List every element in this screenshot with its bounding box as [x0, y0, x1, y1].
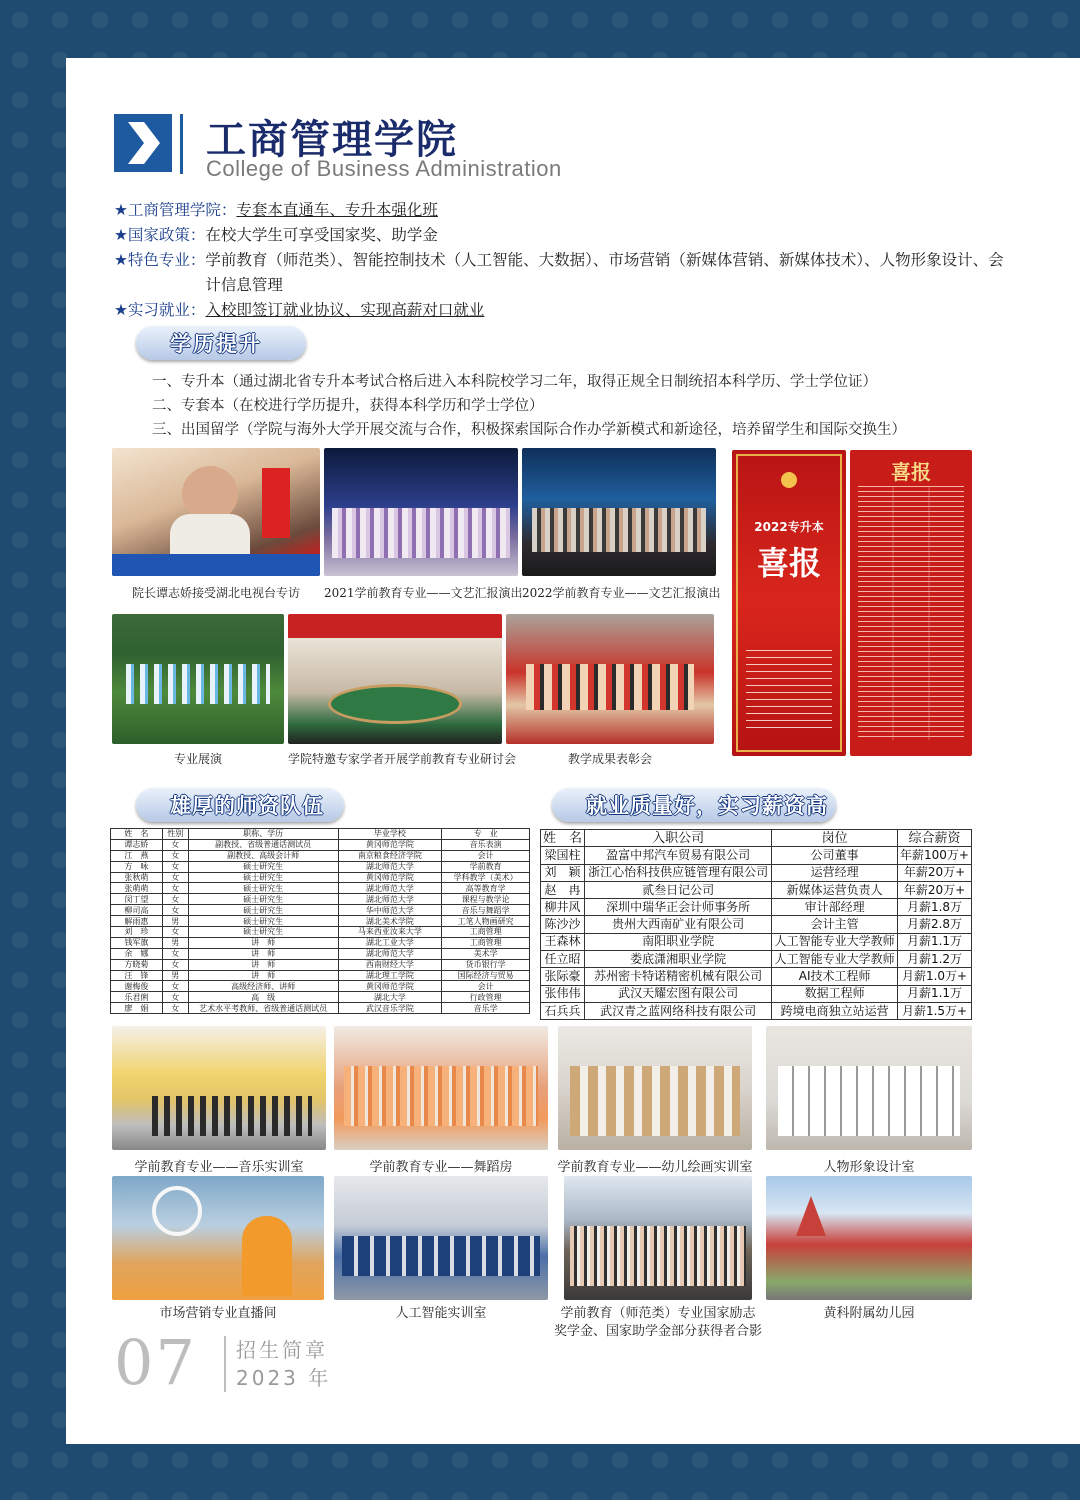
table-cell: 陈沙沙: [541, 916, 585, 933]
caption: 2022学前教育专业——文艺汇报演出: [522, 586, 721, 600]
table-cell: 副教授、高级会计师: [188, 850, 338, 861]
brochure-page: [66, 58, 1080, 1444]
table-cell: 工商管理: [442, 927, 530, 938]
table-cell: 货币银行学: [442, 959, 530, 970]
caption: 院长谭志娇接受湖北电视台专访: [131, 586, 300, 600]
table-cell: 柳司高: [111, 905, 163, 916]
table-cell: 月薪2.8万: [898, 916, 972, 933]
table-cell: 南京粮食经济学院: [338, 850, 442, 861]
table-cell: 年薪20万+: [898, 864, 972, 881]
table-cell: 浙江心怡科技供应链管理有限公司: [585, 864, 772, 881]
table-cell: 课程与教学论: [442, 894, 530, 905]
caption: 教学成果表彰会: [567, 752, 652, 766]
footer-title: 招生简章: [236, 1338, 328, 1362]
table-row: [111, 948, 530, 959]
table-cell: 马来西亚汝来大学: [338, 927, 442, 938]
table-cell: 女: [162, 850, 188, 861]
table-cell: AI技术工程师: [772, 968, 898, 985]
table-cell: 男: [162, 916, 188, 927]
table-cell: 廖 娟: [111, 1003, 163, 1014]
table-cell: 年薪100万+: [898, 847, 972, 864]
college-title-english: College of Business Administration: [206, 156, 562, 181]
table-cell: 运营经理: [772, 864, 898, 881]
table-cell: 美术学: [442, 948, 530, 959]
table-cell: 乐君俐: [111, 992, 163, 1003]
table-cell: 女: [162, 948, 188, 959]
table-cell: 苏州密卡特诺精密机械有限公司: [585, 968, 772, 985]
table-cell: 男: [162, 937, 188, 948]
table-cell: 贰叁日记公司: [585, 881, 772, 898]
table-cell: 女: [162, 905, 188, 916]
table-row: [541, 847, 972, 864]
caption: 学前教育专业——幼儿绘画实训室: [557, 1160, 753, 1175]
college-title: 工商管理学院: [206, 117, 458, 163]
table-cell: 黄冈师范学院: [338, 839, 442, 850]
table-cell: 讲 师: [188, 948, 338, 959]
table-row: [111, 872, 530, 883]
table-cell: 石兵兵: [541, 1002, 585, 1019]
caption: 学前教育专业——舞蹈房: [369, 1160, 513, 1175]
table-cell: 女: [162, 981, 188, 992]
table-cell: 南阳职业学院: [585, 933, 772, 950]
edu-option: 一、专升本（通过湖北省专升本考试合格后进入本科院校学习二年，取得正规全日制统招本科学历、学士学位证）: [152, 374, 877, 390]
table-cell: 女: [162, 1003, 188, 1014]
table-cell: 余 娜: [111, 948, 163, 959]
table-cell: 工商管理: [442, 937, 530, 948]
table-cell: 西南财经大学: [338, 959, 442, 970]
table-cell: 深圳中瑞华正会计师事务所: [585, 899, 772, 916]
table-cell: 武汉音乐学院: [338, 1003, 442, 1014]
caption: 人工智能实训室: [395, 1306, 487, 1321]
table-cell: 谢梅俊: [111, 981, 163, 992]
table-cell: 行政管理: [442, 992, 530, 1003]
table-cell: 硕士研究生: [188, 916, 338, 927]
table-cell: 高级经济师、讲师: [188, 981, 338, 992]
photo-awards-ceremony: [506, 614, 714, 744]
table-cell: 武汉天耀宏图有限公司: [585, 985, 772, 1002]
table-row: [111, 1003, 530, 1014]
table-header-row: 姓 名 性别 职称、学历 毕业学校 专 业: [111, 829, 530, 840]
table-cell: 月薪1.1万: [898, 985, 972, 1002]
table-row: [111, 981, 530, 992]
photo-seminar: [288, 614, 502, 744]
table-cell: 赵 冉: [541, 881, 585, 898]
table-row: [541, 951, 972, 968]
table-cell: 湖北师范大学: [338, 948, 442, 959]
table-cell: 张伟伟: [541, 985, 585, 1002]
table-cell: 年薪20万+: [898, 881, 972, 898]
table-cell: 湖北工业大学: [338, 937, 442, 948]
table-cell: 新媒体运营负责人: [772, 881, 898, 898]
table-cell: 月薪1.5万+: [898, 1002, 972, 1019]
section-heading-jobs: 就业质量好，实习薪资高: [552, 788, 836, 822]
caption: 奖学金、国家助学金部分获得者合影: [553, 1324, 762, 1339]
chevron-right-icon: [114, 114, 172, 172]
photo-livestream-room: [112, 1176, 324, 1300]
table-cell: 高等教育学: [442, 883, 530, 894]
table-cell: 女: [162, 927, 188, 938]
table-row: [541, 985, 972, 1002]
highlight-item: ★国家政策： 在校大学生可享受国家奖、助学金: [114, 226, 438, 244]
table-row: [111, 992, 530, 1003]
photo-music-room: [112, 1026, 326, 1150]
table-cell: 讲 师: [188, 937, 338, 948]
table-cell: 会计主管: [772, 916, 898, 933]
table-cell: 女: [162, 894, 188, 905]
table-cell: 女: [162, 992, 188, 1003]
table-cell: 工笔人物画研究: [442, 916, 530, 927]
table-cell: 艺术水平考教师、省级普通话测试员: [188, 1003, 338, 1014]
footer-divider: [224, 1336, 226, 1392]
table-cell: 闵丁望: [111, 894, 163, 905]
table-cell: 女: [162, 872, 188, 883]
table-row: [111, 937, 530, 948]
table-row: [111, 905, 530, 916]
table-row: [111, 861, 530, 872]
highlight-item: ★实习就业： 入校即签订就业协议、实现高薪对口就业: [114, 301, 485, 319]
photo-2022-performance: [522, 448, 716, 576]
footer-year: 2023 年: [236, 1366, 332, 1390]
caption: 学前教育（师范类）专业国家励志: [560, 1306, 756, 1321]
table-row: [111, 839, 530, 850]
poster-upgrade-news: 2022专升本 喜报: [732, 450, 846, 756]
table-row: [541, 864, 972, 881]
caption: 人物形象设计室: [823, 1160, 915, 1175]
table-row: [541, 881, 972, 898]
caption: 2021学前教育专业——文艺汇报演出: [324, 586, 523, 600]
table-cell: 湖北美术学院: [338, 916, 442, 927]
table-cell: 女: [162, 861, 188, 872]
photo-image-design-room: [766, 1026, 972, 1150]
table-cell: 解雨惠: [111, 916, 163, 927]
photo-scholarship-group: [564, 1176, 752, 1300]
highlights-list: [114, 198, 1014, 323]
photo-ai-lab: [334, 1176, 548, 1300]
table-row: [541, 916, 972, 933]
table-cell: 讲 师: [188, 970, 338, 981]
table-row: [541, 899, 972, 916]
caption: 学院特邀专家学者开展学前教育专业研讨会: [288, 752, 517, 766]
table-cell: 女: [162, 839, 188, 850]
table-cell: 硕士研究生: [188, 927, 338, 938]
table-row: [541, 933, 972, 950]
table-cell: 汪 锋: [111, 970, 163, 981]
edu-options-list: [152, 370, 906, 442]
table-cell: 跨境电商独立站运营: [772, 1002, 898, 1019]
table-cell: 公司董事: [772, 847, 898, 864]
table-cell: 钱军旗: [111, 937, 163, 948]
page-number: 07: [114, 1326, 197, 1399]
table-cell: 湖北理工学院: [338, 970, 442, 981]
table-cell: 月薪1.0万+: [898, 968, 972, 985]
teachers-table: [110, 828, 530, 1014]
table-cell: 黄冈师范学院: [338, 872, 442, 883]
header-divider: [180, 114, 183, 174]
table-cell: 硕士研究生: [188, 883, 338, 894]
table-cell: 任立昭: [541, 951, 585, 968]
table-cell: 张秋萌: [111, 872, 163, 883]
table-header-row: 姓 名 入职公司 岗位 综合薪资: [541, 830, 972, 847]
table-cell: 硕士研究生: [188, 905, 338, 916]
table-row: [111, 927, 530, 938]
highlight-item: ★特色专业： 学前教育（师范类）、智能控制技术（人工智能、大数据）、市场营销（新媒体营销、新媒体技术）、人物形象设计、会计信息管理: [114, 251, 1004, 294]
table-cell: 湖北师范大学: [338, 861, 442, 872]
table-cell: 女: [162, 883, 188, 894]
table-cell: 刘 颖: [541, 864, 585, 881]
table-cell: 武汉青之蓝网络科技有限公司: [585, 1002, 772, 1019]
table-cell: 音乐学: [442, 1003, 530, 1014]
employment-table: [540, 829, 972, 1020]
table-cell: 数据工程师: [772, 985, 898, 1002]
table-cell: 学科教学（美术）: [442, 872, 530, 883]
photo-dance-room: [334, 1026, 548, 1150]
table-cell: 张际豪: [541, 968, 585, 985]
table-cell: 人工智能专业大学教师: [772, 933, 898, 950]
poster-results-list: 喜报: [850, 450, 972, 756]
table-cell: 刘 珍: [111, 927, 163, 938]
table-cell: 会计: [442, 981, 530, 992]
caption: 黄科附属幼儿园: [823, 1306, 915, 1321]
table-cell: 湖北师范大学: [338, 883, 442, 894]
table-cell: 副教授、省级普通话测试员: [188, 839, 338, 850]
table-cell: 江 燕: [111, 850, 163, 861]
table-cell: 谭志娇: [111, 839, 163, 850]
table-cell: 国际经济与贸易: [442, 970, 530, 981]
table-cell: 梁国柱: [541, 847, 585, 864]
table-cell: 月薪1.1万: [898, 933, 972, 950]
table-row: [541, 968, 972, 985]
table-cell: 硕士研究生: [188, 872, 338, 883]
table-row: [111, 970, 530, 981]
table-row: [111, 883, 530, 894]
table-cell: 女: [162, 959, 188, 970]
table-cell: 黄冈师范学院: [338, 981, 442, 992]
table-row: [541, 1002, 972, 1019]
table-row: [111, 894, 530, 905]
table-cell: 音乐表演: [442, 839, 530, 850]
table-cell: 硕士研究生: [188, 861, 338, 872]
table-cell: 湖北师范大学: [338, 894, 442, 905]
photo-major-showcase: [112, 614, 284, 744]
table-cell: 音乐与舞蹈学: [442, 905, 530, 916]
table-cell: 方晓菊: [111, 959, 163, 970]
table-cell: 王森林: [541, 933, 585, 950]
table-row: [111, 850, 530, 861]
photo-kindergarten: [766, 1176, 972, 1300]
edu-option: 三、出国留学（学院与海外大学开展交流与合作，积极探索国际合作办学新模式和新途径，培养留学生和国际交换生）: [152, 422, 906, 438]
edu-option: 二、专套本（在校进行学历提升，获得本科学历和学士学位）: [152, 398, 544, 414]
table-cell: 人工智能专业大学教师: [772, 951, 898, 968]
table-cell: 男: [162, 970, 188, 981]
table-row: [111, 916, 530, 927]
table-row: [111, 959, 530, 970]
table-cell: 月薪1.8万: [898, 899, 972, 916]
photo-2021-performance: [324, 448, 518, 576]
caption: 专业展演: [173, 752, 222, 766]
caption: 学前教育专业——音乐实训室: [134, 1160, 304, 1175]
table-cell: 学前教育: [442, 861, 530, 872]
table-cell: 华中师范大学: [338, 905, 442, 916]
section-heading-teachers: 雄厚的师资队伍: [136, 788, 344, 822]
table-cell: 湖北大学: [338, 992, 442, 1003]
table-cell: 娄底潇湘职业学院: [585, 951, 772, 968]
section-heading-edu: 学历提升: [136, 326, 306, 360]
table-cell: 张萌萌: [111, 883, 163, 894]
table-cell: 讲 师: [188, 959, 338, 970]
photo-tv-interview: [112, 448, 320, 576]
photo-painting-room: [558, 1026, 752, 1150]
caption: 市场营销专业直播间: [159, 1306, 277, 1321]
table-cell: 月薪1.2万: [898, 951, 972, 968]
table-cell: 方 咏: [111, 861, 163, 872]
table-cell: 审计部经理: [772, 899, 898, 916]
table-cell: 盈富中邦汽车贸易有限公司: [585, 847, 772, 864]
table-cell: 硕士研究生: [188, 894, 338, 905]
table-cell: 会计: [442, 850, 530, 861]
highlight-item: ★工商管理学院： 专套本直通车、专升本强化班: [114, 201, 438, 219]
table-cell: 贵州大西南矿业有限公司: [585, 916, 772, 933]
table-cell: 高 级: [188, 992, 338, 1003]
table-cell: 柳井风: [541, 899, 585, 916]
